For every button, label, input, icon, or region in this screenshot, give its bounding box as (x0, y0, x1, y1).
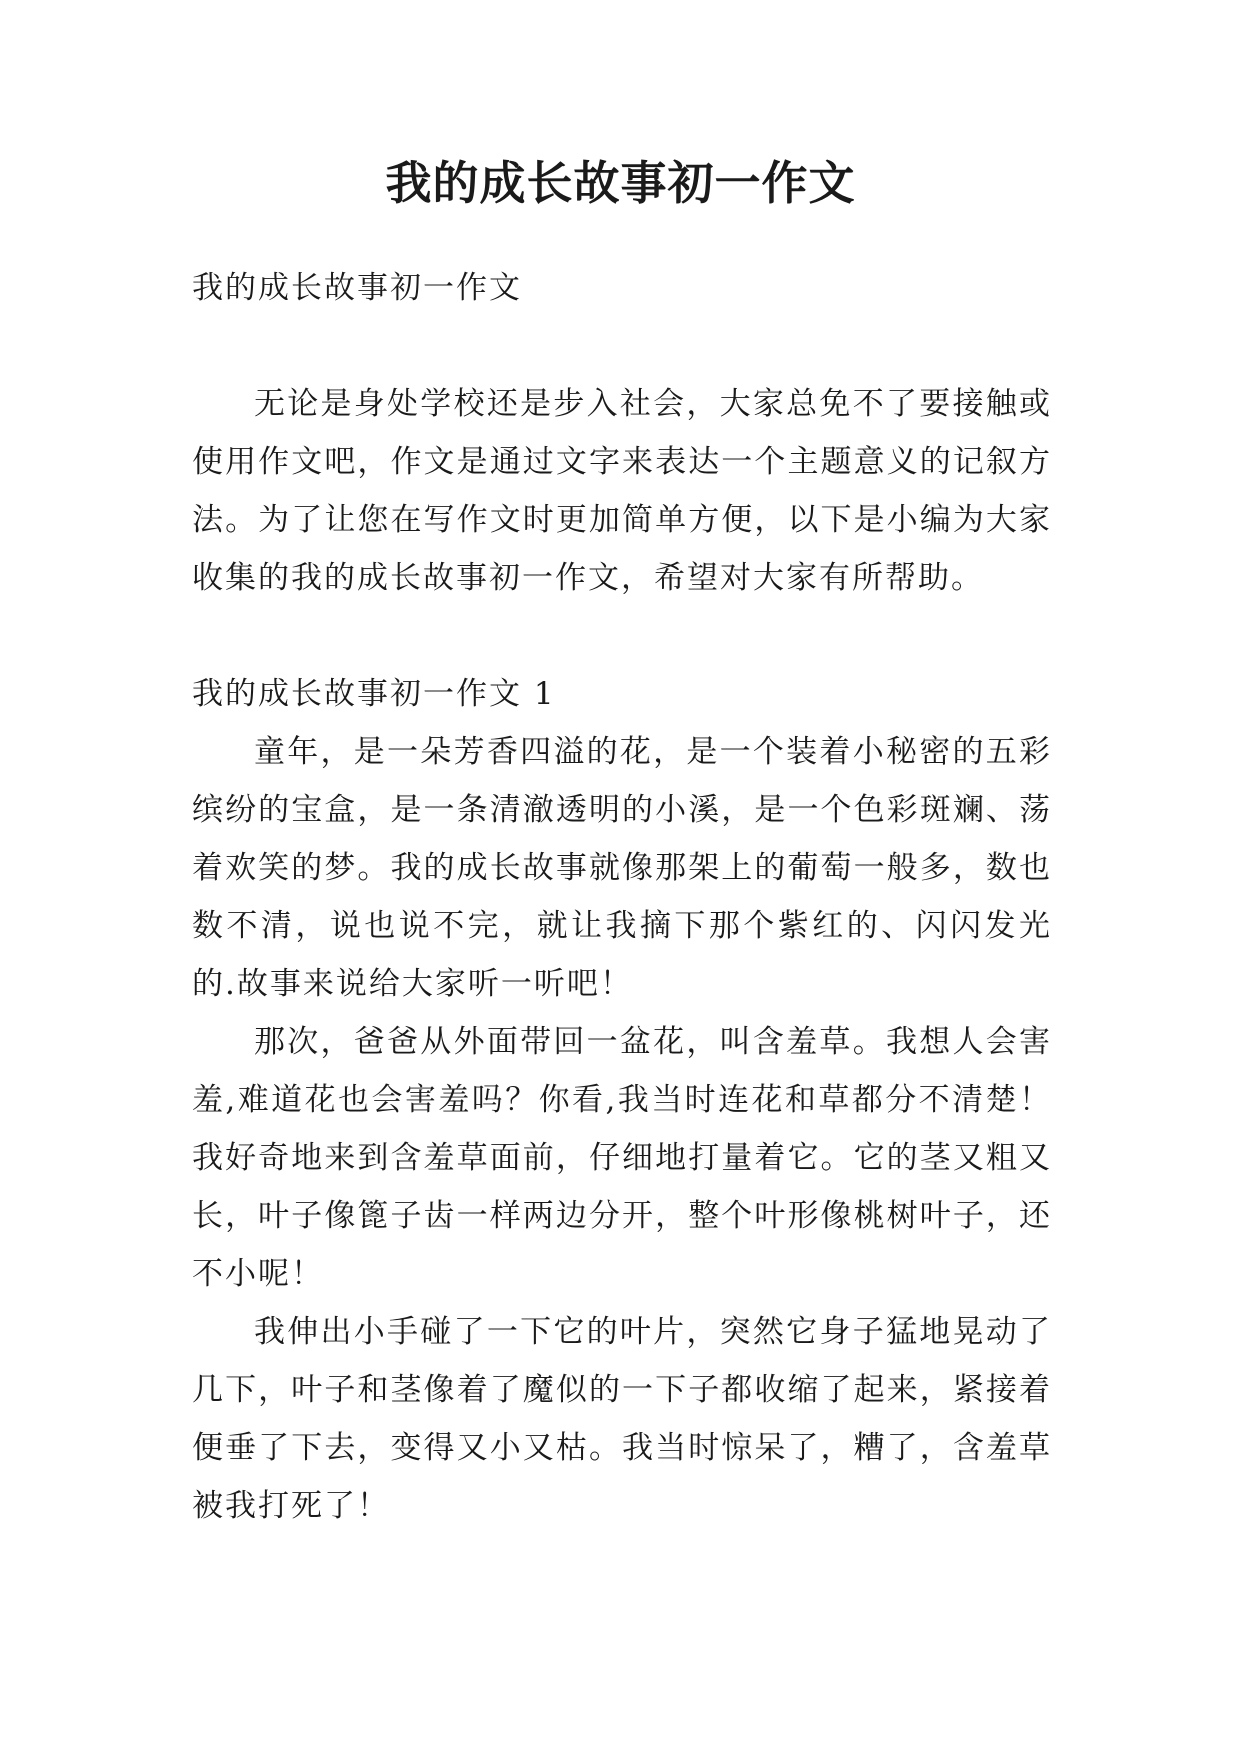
body-paragraph: 我伸出小手碰了一下它的叶片，突然它身子猛地晃动了几下，叶子和茎像着了魔似的一下子都收缩了起来，紧接着便垂了下去，变得又小又枯。我当时惊呆了，糟了，含羞草被我打死了！ (192, 1314, 1052, 1524)
section-heading: 我的成长故事初一作文 1 (192, 676, 556, 712)
body-paragraph: 那次，爸爸从外面带回一盆花，叫含羞草。我想人会害羞,难道花也会害羞吗？你看,我当时连花和草都分不清楚！我好奇地来到含羞草面前，仔细地打量着它。它的茎又粗又长，叶子像篦子齿一样两边分开，整个叶形像桃树叶子，还不小呢！ (192, 1024, 1052, 1292)
document-title: 我的成长故事初一作文 (385, 156, 856, 210)
document-body (192, 259, 1052, 1535)
intro-paragraph: 无论是身处学校还是步入社会，大家总免不了要接触或使用作文吧，作文是通过文字来表达一个主题意义的记叙方法。为了让您在写作文时更加简单方便，以下是小编为大家收集的我的成长故事初一作文，希望对大家有所帮助。 (192, 386, 1052, 596)
document-subtitle: 我的成长故事初一作文 (192, 270, 522, 306)
body-paragraph: 童年，是一朵芳香四溢的花，是一个装着小秘密的五彩缤纷的宝盒，是一条清澈透明的小溪，是一个色彩斑斓、荡着欢笑的梦。我的成长故事就像那架上的葡萄一般多，数也数不清，说也说不完，就让我摘下那个紫红的、闪闪发光的.故事来说给大家听一听吧！ (192, 734, 1052, 1002)
